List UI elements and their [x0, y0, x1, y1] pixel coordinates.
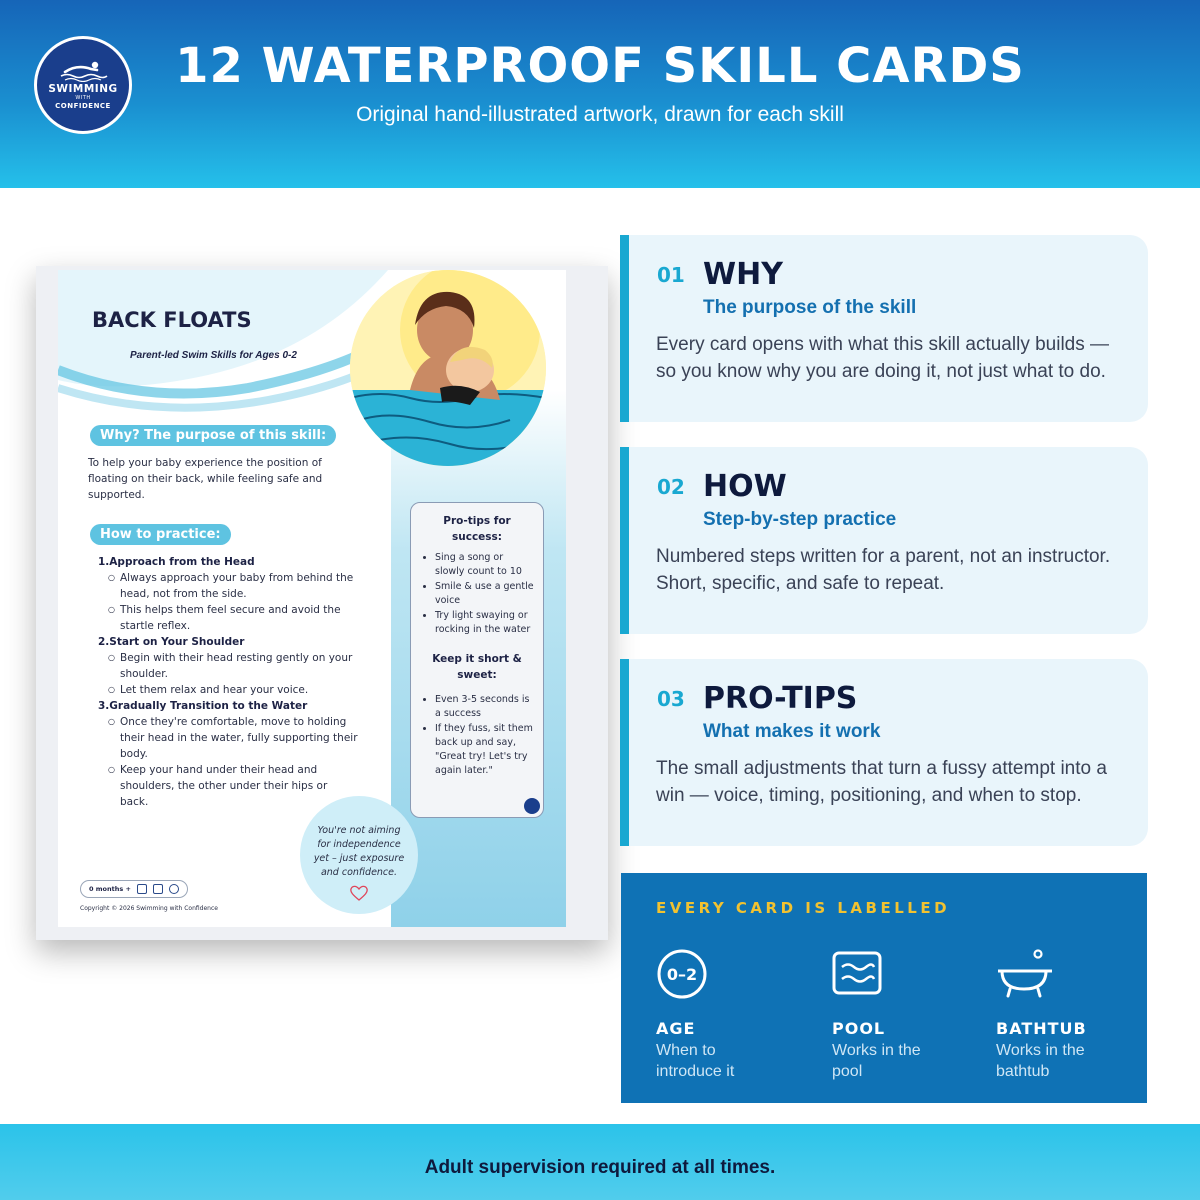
step-title: 3.Gradually Transition to the Water	[98, 700, 308, 712]
heart-icon	[349, 884, 369, 902]
parent-baby-illustration	[350, 270, 546, 466]
step-bullet: ○ Begin with their head resting gently on your shoulder.	[120, 650, 358, 682]
protip-item: • Try light swaying or rocking in the water	[435, 609, 535, 637]
step-title: 2.Start on Your Shoulder	[98, 636, 245, 648]
card-copyright: Copyright © 2026 Swimming with Confidence	[80, 905, 218, 912]
panel-protips	[620, 659, 1148, 846]
face-mini-icon	[169, 884, 179, 894]
bathtub-icon	[996, 949, 1052, 999]
panel-body: The small adjustments that turn a fussy attempt into a win — voice, timing, positioning, and when to stop.	[656, 758, 1107, 806]
step-1	[98, 554, 358, 634]
panel-number: 02	[657, 475, 685, 499]
step-title: 1.Approach from the Head	[98, 556, 255, 568]
logo-text-line3: CONFIDENCE	[55, 102, 111, 110]
panel-body: Numbered steps written for a parent, not an instructor. Short, specific, and safe to repeat.	[656, 546, 1111, 594]
step-bullet: ○ Always approach your baby from behind the head, not from the side.	[120, 570, 358, 602]
why-text: To help your baby experience the position of floating on their back, while feeling safe and supported.	[88, 457, 323, 501]
page-subtitle: Original hand-illustrated artwork, drawn for each skill	[356, 103, 844, 126]
step-3	[98, 698, 358, 810]
page-title: 12 WATERPROOF SKILL CARDS	[175, 38, 1025, 94]
svg-text:0–2: 0–2	[666, 965, 698, 984]
card-subtitle: Parent-led Swim Skills for Ages 0-2	[130, 350, 297, 361]
short-sweet-heading: Keep it short & sweet:	[432, 653, 522, 681]
why-heading-pill: Why? The purpose of this skill:	[90, 425, 336, 446]
brand-logo	[34, 36, 132, 134]
protip-item: • Smile & use a gentle voice	[435, 580, 535, 608]
panel-subtitle: What makes it work	[703, 721, 881, 742]
bath-mini-icon	[153, 884, 163, 894]
logo-text-line1: SWIMMING	[48, 83, 118, 95]
logo-text-line2: WITH	[75, 95, 91, 101]
label-pool	[832, 949, 982, 1082]
panel-subtitle: Step-by-step practice	[703, 509, 897, 530]
skill-card-preview	[58, 270, 566, 927]
label-name: BATHTUB	[996, 1019, 1087, 1038]
step-bullet: ○ Let them relax and hear your voice.	[120, 682, 358, 698]
protips-heading: Pro-tips for success:	[443, 515, 511, 543]
step-bullet: ○ This helps them feel secure and avoid the startle reflex.	[120, 602, 358, 634]
pool-waves-icon	[832, 949, 888, 999]
label-name: AGE	[656, 1019, 696, 1038]
label-age	[656, 949, 806, 1082]
card-mini-logo	[524, 798, 540, 814]
label-desc: Works in the bathtub	[996, 1042, 1085, 1080]
pool-mini-icon	[137, 884, 147, 894]
how-heading-pill: How to practice:	[90, 524, 231, 545]
panel-title: PRO-TIPS	[703, 681, 858, 716]
panel-number: 01	[657, 263, 685, 287]
panel-why	[620, 235, 1148, 422]
swimmer-icon	[57, 60, 109, 82]
panel-how	[620, 447, 1148, 634]
card-label-badges	[80, 880, 188, 898]
short-tip-item: • If they fuss, sit them back up and say, "Great try! Let's try again later."	[435, 722, 535, 778]
quote-text: You're not aiming for independence yet – just exposure and confidence.	[313, 825, 405, 878]
step-2	[98, 634, 358, 698]
age-circle-icon	[656, 949, 712, 999]
panel-body: Every card opens with what this skill actually builds — so you know why you are doing it, not just what to do.	[656, 334, 1110, 382]
panel-title: WHY	[703, 257, 783, 292]
step-bullet: ○ Keep your hand under their head and shoulders, the other under their hips or back.	[120, 762, 358, 810]
protips-box	[410, 502, 544, 818]
age-badge-text: 0 months +	[89, 885, 131, 893]
short-tip-item: • Even 3-5 seconds is a success	[435, 693, 535, 721]
label-desc: Works in the pool	[832, 1042, 921, 1080]
header-banner	[0, 0, 1200, 188]
panel-number: 03	[657, 687, 685, 711]
step-bullet: ○ Once they're comfortable, move to holding their head in the water, fully supporting their body.	[120, 714, 358, 762]
card-title: BACK FLOATS	[92, 308, 252, 332]
labelled-title: EVERY CARD IS LABELLED	[656, 899, 951, 917]
practice-steps-list	[98, 554, 358, 810]
label-bathtub	[996, 949, 1146, 1082]
protip-item: • Sing a song or slowly count to 10	[435, 551, 535, 579]
label-name: POOL	[832, 1019, 886, 1038]
quote-bubble	[300, 796, 418, 914]
supervision-notice: Adult supervision required at all times.	[424, 1157, 776, 1178]
label-desc: When to introduce it	[656, 1042, 735, 1080]
panel-title: HOW	[703, 469, 787, 504]
labelled-info-box	[621, 873, 1147, 1103]
panel-subtitle: The purpose of the skill	[703, 297, 917, 318]
